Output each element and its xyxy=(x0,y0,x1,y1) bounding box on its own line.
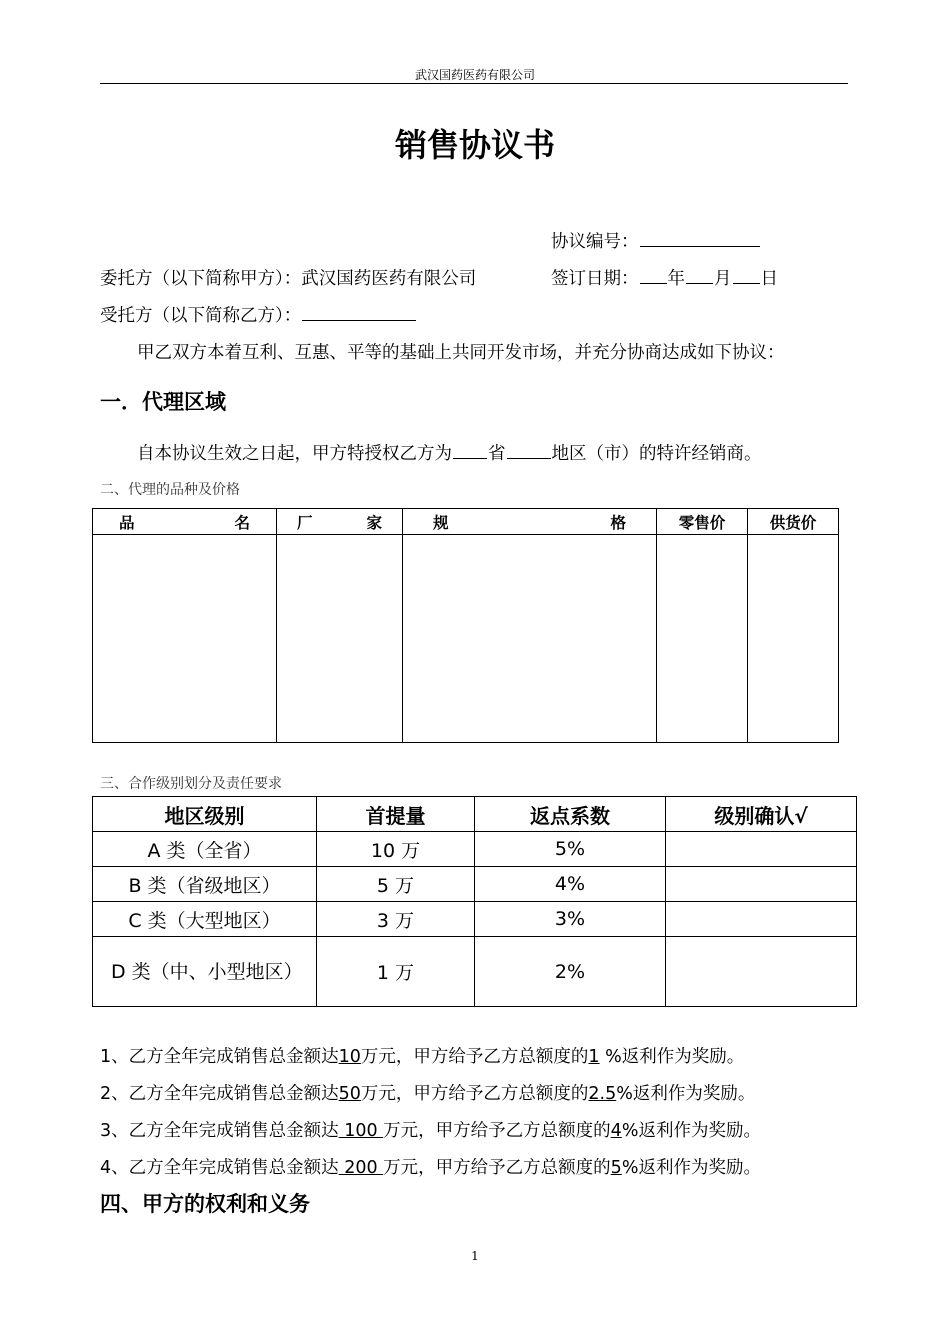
tier-rate: 5% xyxy=(475,832,666,867)
section1-text xyxy=(137,440,762,465)
party-a-line xyxy=(100,265,476,290)
col-level-confirm: 级别确认√ xyxy=(666,797,857,832)
rebate-item: 3、乙方全年完成销售总金额达 100 万元，甲方给予乙方总额度的4%返利作为奖励。 xyxy=(100,1121,761,1141)
col-product-name: 品 名 xyxy=(93,509,277,535)
rebate-rate: 4 xyxy=(610,1121,622,1141)
col-initial-volume: 首提量 xyxy=(317,797,475,832)
month-label: 月 xyxy=(714,269,732,289)
cell-supply-price xyxy=(748,535,839,743)
section1-text-a: 自本协议生效之日起，甲方特授权乙方为 xyxy=(137,444,452,464)
tier-confirm[interactable] xyxy=(666,867,857,902)
region-label: 地区（市）的特许经销商。 xyxy=(551,444,762,464)
tier-level: B 类（省级地区） xyxy=(93,867,317,902)
tier-table xyxy=(92,796,857,1007)
tier-row xyxy=(93,832,857,867)
tier-confirm[interactable] xyxy=(666,832,857,867)
tier-level: D 类（中、小型地区） xyxy=(93,937,317,1007)
day-label: 日 xyxy=(760,269,778,289)
year-blank xyxy=(640,266,667,285)
tier-row xyxy=(93,937,857,1007)
product-table-body xyxy=(93,535,839,743)
year-label: 年 xyxy=(667,269,685,289)
sign-date-label: 签订日期： xyxy=(551,269,639,289)
tier-level: A 类（全省） xyxy=(93,832,317,867)
cell-spec xyxy=(403,535,657,743)
sign-date xyxy=(551,265,778,290)
rebate-amount: 50 xyxy=(338,1084,361,1104)
page-header: 武汉国药医药有限公司 xyxy=(414,68,535,82)
tier-qty: 3 万 xyxy=(317,902,475,937)
agreement-number-blank xyxy=(640,229,760,248)
month-blank xyxy=(686,266,713,285)
cell-retail-price xyxy=(657,535,748,743)
party-b-label: 受托方（以下简称乙方）： xyxy=(100,306,302,326)
rebate-amount: 100 xyxy=(338,1121,384,1141)
tier-qty: 1 万 xyxy=(317,937,475,1007)
section4-title: 四、甲方的权利和义务 xyxy=(100,1192,310,1216)
tier-row xyxy=(93,867,857,902)
rebate-rate: 2.5 xyxy=(588,1084,617,1104)
col-retail-price: 零售价 xyxy=(657,509,748,535)
day-blank xyxy=(733,266,760,285)
document-title: 销售协议书 xyxy=(394,126,555,164)
party-a-label: 委托方（以下简称甲方）： xyxy=(100,269,302,289)
agreement-number-label: 协议编号： xyxy=(551,232,639,252)
tier-confirm[interactable] xyxy=(666,937,857,1007)
col-manufacturer: 厂 家 xyxy=(277,509,403,535)
product-table-header xyxy=(93,509,839,535)
col-rebate-rate: 返点系数 xyxy=(475,797,666,832)
rebate-item: 1、乙方全年完成销售总金额达10万元，甲方给予乙方总额度的1 %返利作为奖励。 xyxy=(100,1047,745,1067)
province-label: 省 xyxy=(488,444,506,464)
section2-title: 二、代理的品种及价格 xyxy=(100,482,240,498)
rebate-rate: 1 xyxy=(588,1047,600,1067)
party-b-blank xyxy=(302,303,416,322)
col-region-level: 地区级别 xyxy=(93,797,317,832)
rebate-item: 4、乙方全年完成销售总金额达 200 万元，甲方给予乙方总额度的5%返利作为奖励。 xyxy=(100,1158,761,1178)
rebate-amount: 200 xyxy=(338,1158,384,1178)
tier-qty: 5 万 xyxy=(317,867,475,902)
agreement-number xyxy=(551,228,761,253)
tier-rate: 3% xyxy=(475,902,666,937)
rebate-rate: 5 xyxy=(610,1158,622,1178)
cell-product-name xyxy=(93,535,277,743)
tier-rate: 2% xyxy=(475,937,666,1007)
tier-table-header xyxy=(93,797,857,832)
col-supply-price: 供货价 xyxy=(748,509,839,535)
page-number: 1 xyxy=(471,1249,479,1263)
intro-paragraph: 甲乙双方本着互利、互惠、平等的基础上共同开发市场，并充分协商达成如下协议： xyxy=(137,343,785,363)
section1-title: 一．代理区域 xyxy=(100,390,226,414)
tier-confirm[interactable] xyxy=(666,902,857,937)
col-spec: 规 格 xyxy=(403,509,657,535)
rebate-item: 2、乙方全年完成销售总金额达50万元，甲方给予乙方总额度的2.5%返利作为奖励。 xyxy=(100,1084,756,1104)
section3-title: 三、合作级别划分及责任要求 xyxy=(100,776,282,792)
tier-level: C 类（大型地区） xyxy=(93,902,317,937)
party-b-line xyxy=(100,302,417,327)
tier-qty: 10 万 xyxy=(317,832,475,867)
cell-manufacturer xyxy=(277,535,403,743)
region-blank xyxy=(507,441,551,460)
tier-rate: 4% xyxy=(475,867,666,902)
rebate-amount: 10 xyxy=(338,1047,361,1067)
province-blank xyxy=(453,441,487,460)
party-a-value: 武汉国药医药有限公司 xyxy=(301,269,477,289)
tier-row xyxy=(93,902,857,937)
product-table xyxy=(92,508,839,743)
header-divider xyxy=(100,83,848,84)
